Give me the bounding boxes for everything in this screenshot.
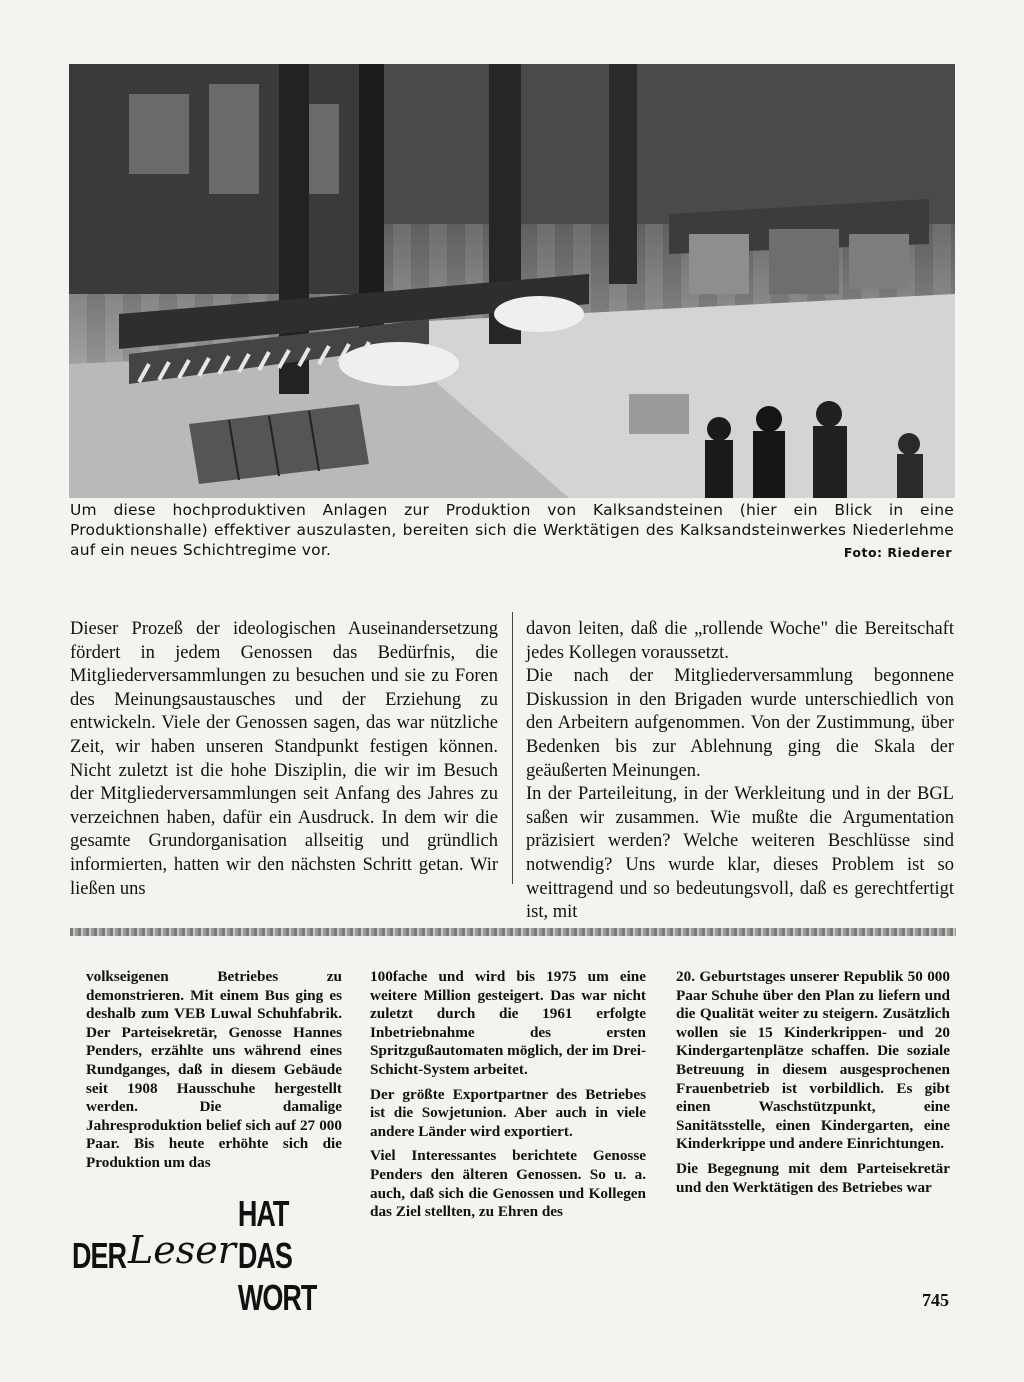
upper-left-paragraph: Dieser Prozeß der ideologischen Auseinandersetzung fördert in jedem Genossen das Bedürfnis, die Mitgliederversammlungen zu besuchen und sie zu Foren des Meinungsaustausches und der Erziehung zu entwickeln. Viele der Genossen sagen, das war nützliche Zeit, wir haben unseren Standpunkt festigen können. Nicht zuletzt ist die hohe Disziplin, die wir im Besuch der Mitgliederversammlungen seit Anfang des Jahres zu verzeichnen haben, dafür ein Ausdruck. In dem wir die gesamte Grundorganisation allseitig und gründlich informierten, hatten wir den nächsten Schritt getan. Wir ließen uns [70, 619, 498, 899]
lower-col2-paragraph-3: Viel Interessantes berichtete Genosse Penders den älteren Genossen. So u. a. auch, daß sich die Genossen und Kollegen das Ziel stellten, zu Ehren des [370, 1147, 646, 1221]
section-divider [70, 928, 956, 936]
factory-photo [69, 64, 955, 498]
lower-col2-paragraph-1: 100fache und wird bis 1975 um eine weitere Million gesteigert. Das war nicht zuletzt durch die 1961 erfolgte Inbetriebnahme des ersten Spritzgußautomaten möglich, der im Drei-Schicht-System arbeitet. [370, 968, 646, 1078]
lower-column-1 [86, 968, 342, 1173]
upper-right-paragraph-3: In der Parteileitung, in der Werkleitung und in der BGL saßen wir zusammen. Wie mußte die Argumentation präzisiert werden? Welche weiteren Beschlüsse sind notwendig? Uns wurde klar, dieses Problem ist so weittragend und so bedeutungsvoll, daß es gerechtfertigt ist, mit [526, 784, 954, 923]
photo-caption: Um diese hochproduktiven Anlagen zur Produktion von Kalksandsteinen (hier ein Blick in eine Produktionshalle) effektiver auszulasten, bereiten sich die Werktätigen des Kalksandsteinwerkes Niederlehme auf ein neues Schichtregime vor. [70, 501, 954, 559]
lower-col1-paragraph: volkseigenen Betriebes zu demonstrieren. Mit einem Bus ging es deshalb zum VEB Luwal Schuhfabrik. Der Parteisekretär, Genosse Hannes Penders, erzählte uns während eines Rundganges, daß in diesem Gebäude seit 1908 Hausschuhe hergestellt werden. Die damalige Jahresproduktion belief sich auf 27 000 Paar. Bis heute erhöhte sich die Produktion um das [86, 968, 342, 1171]
lower-col2-paragraph-2: Der größte Exportpartner des Betriebes ist die Sowjetunion. Aber auch in viele andere Länder wird exportiert. [370, 1085, 646, 1140]
page-number: 745 [922, 1290, 949, 1310]
column-rule [512, 612, 513, 884]
upper-right-paragraph-1: davon leiten, daß die „rollende Woche" die Bereitschaft jedes Kollegen voraussetzt. [526, 619, 954, 663]
lower-col3-paragraph-2: Die Begegnung mit dem Parteisekretär und den Werktätigen des Betriebes war [676, 1159, 950, 1196]
lower-col3-paragraph-1: 20. Geburtstages unserer Republik 50 000 Paar Schuhe über den Plan zu liefern und die Qualität weiter zu steigern. Zusätzlich wollen sie 15 Kinderkrippen- und 20 Kindergartenplätze schaffen. Die soziale Betreuung in diesem ausgesprochenen Frauenbetrieb ist vorbildlich. Es gibt einen Waschstützpunkt, eine Sanitätsstelle, einen Kindergarten, eine Kinderkrippe und andere Einrichtungen. [676, 968, 950, 1153]
upper-right-column [526, 618, 954, 925]
lower-column-3 [676, 968, 950, 1197]
photo-credit: Foto: Riederer [843, 545, 952, 560]
banner-der: DER [72, 1235, 127, 1276]
banner-leser: Leser [128, 1228, 236, 1272]
industrial-machinery-illustration [69, 64, 955, 498]
lower-column-2 [370, 968, 646, 1222]
banner-hat-das-wort: HAT DAS WORT [237, 1193, 317, 1318]
upper-right-paragraph-2: Die nach der Mitgliederversammlung begonnene Diskussion in den Brigaden wurde unterschiedlich von den Arbeitern aufgenommen. Von der Zustimmung, über Bedenken bis zur Ablehnung ging die Skala der geäußerten Meinungen. [526, 666, 954, 781]
upper-left-column [70, 618, 498, 901]
section-banner [72, 1193, 344, 1318]
